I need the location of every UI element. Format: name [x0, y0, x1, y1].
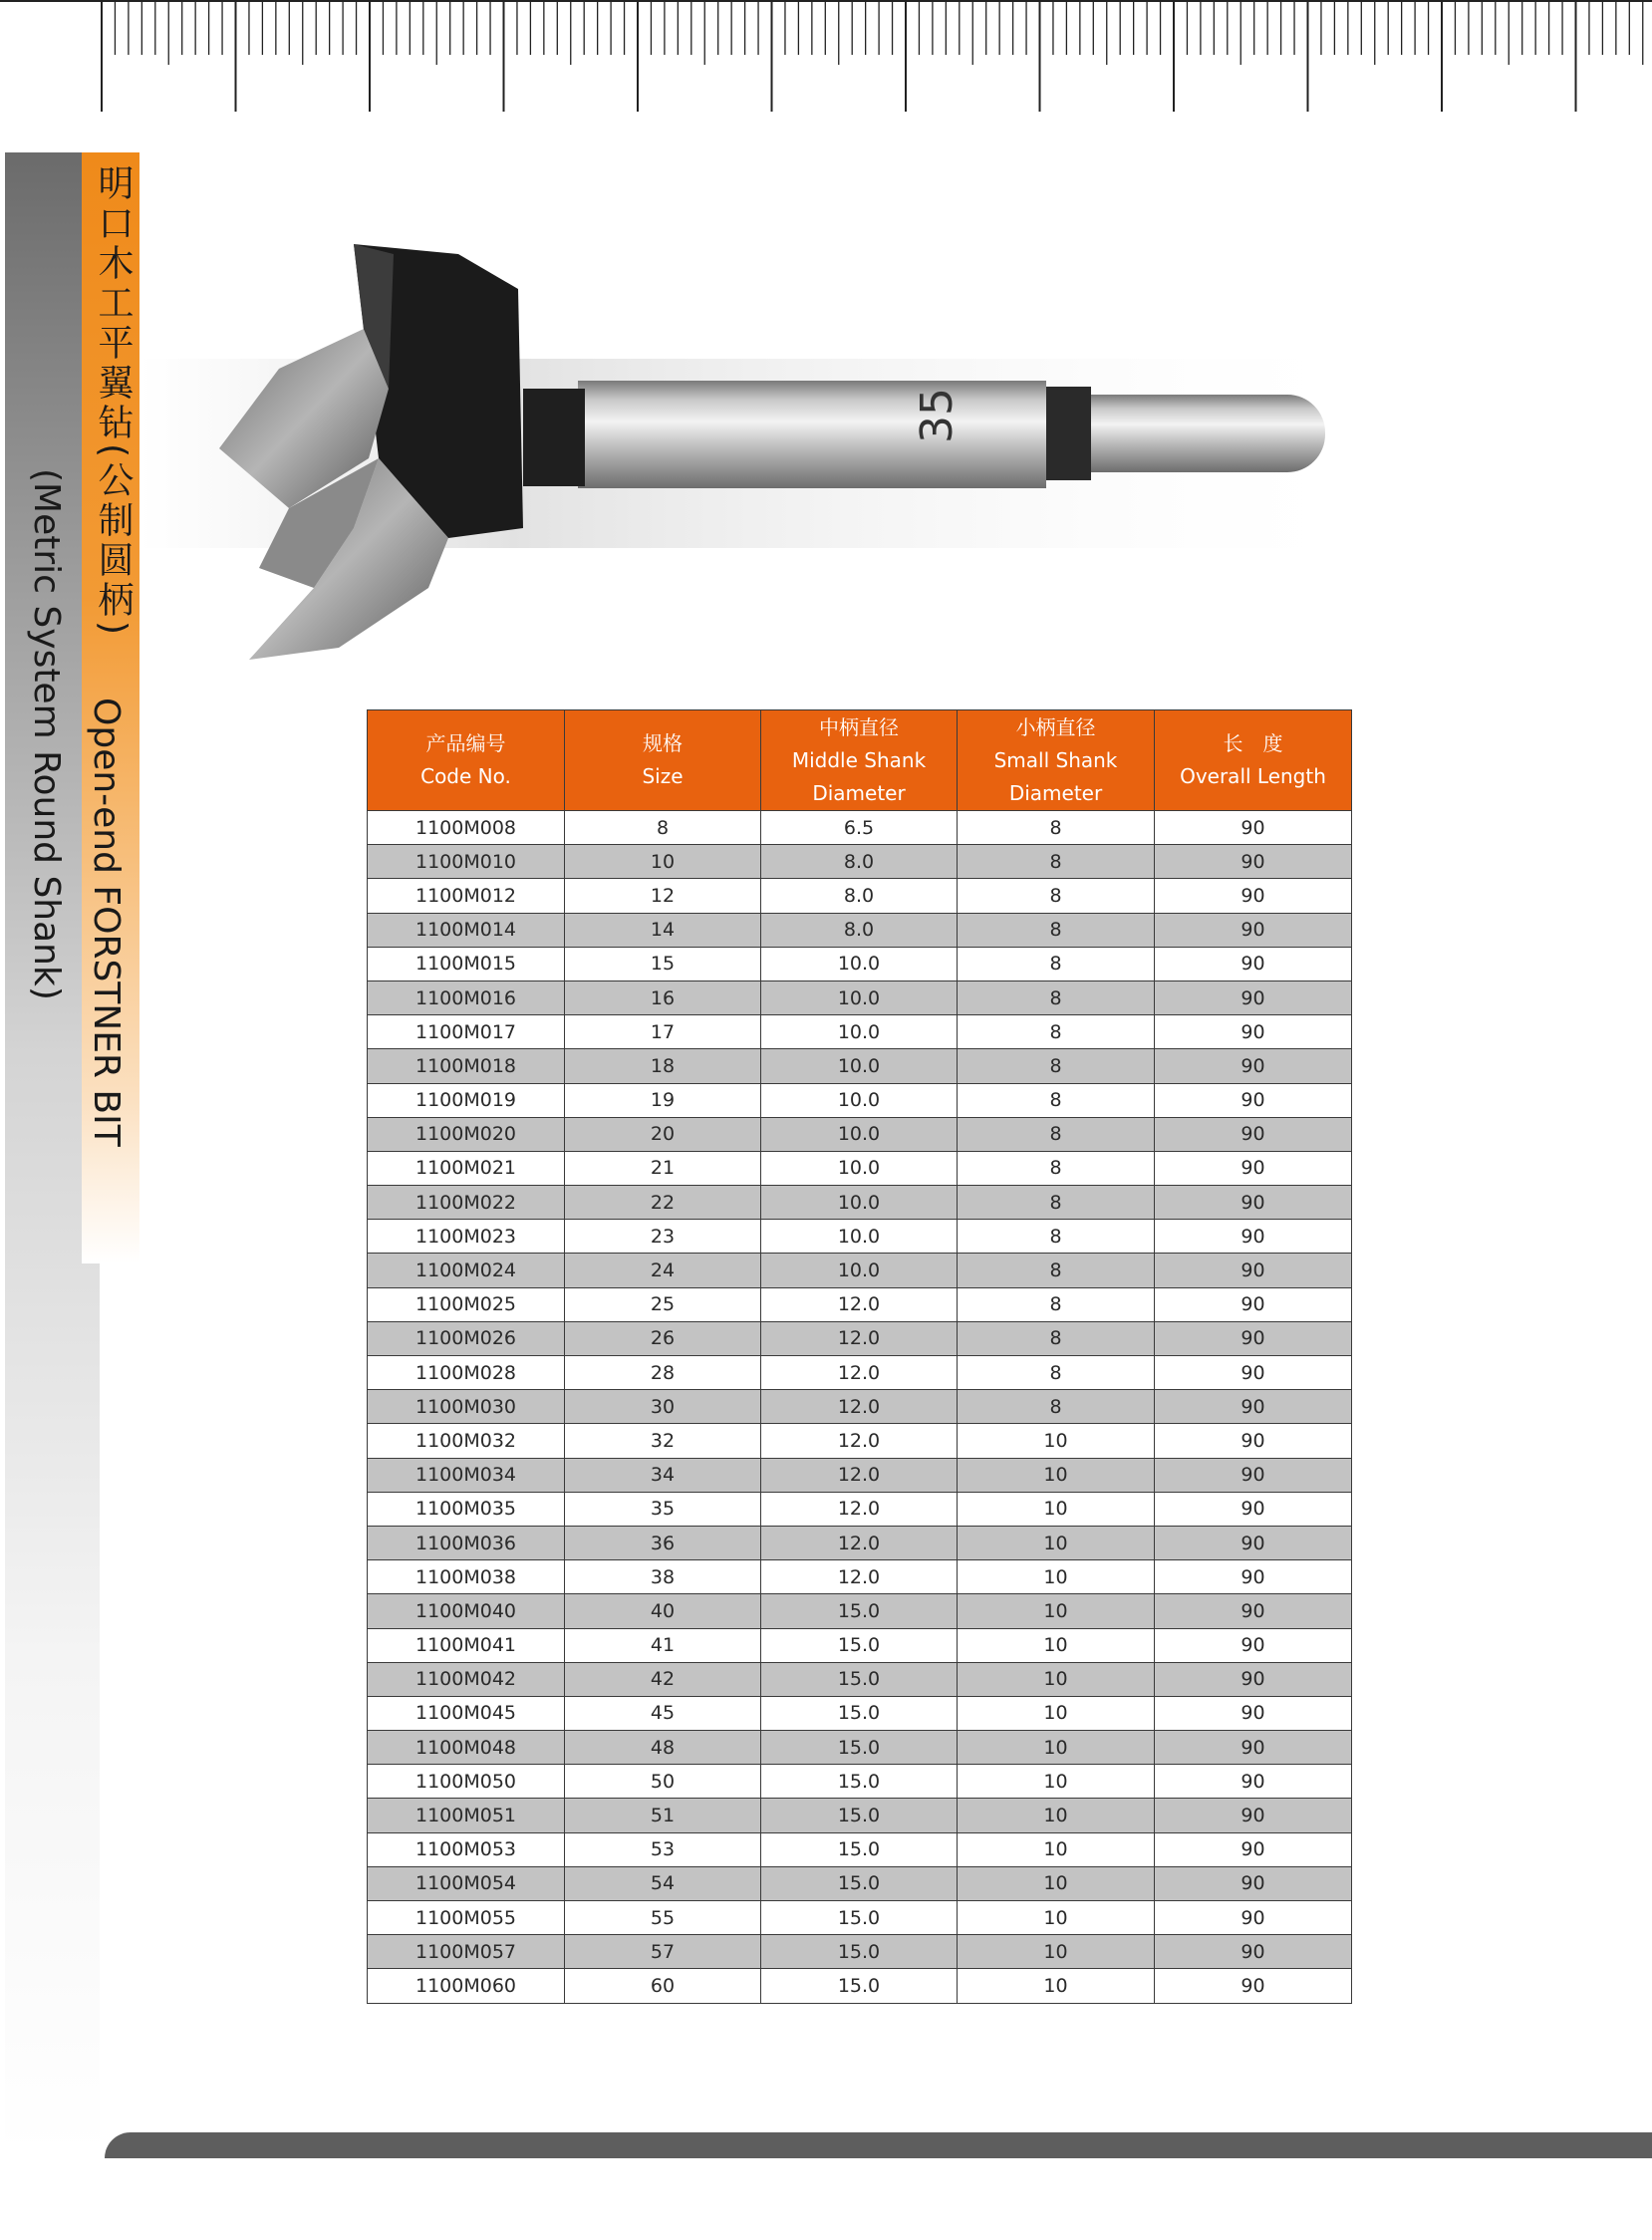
table-row: [368, 1390, 1352, 1424]
table-cell: 90: [1155, 845, 1352, 879]
table-row: [368, 1356, 1352, 1390]
table-cell: 10: [958, 1560, 1155, 1594]
table-row: [368, 1594, 1352, 1628]
table-cell: 10: [958, 1832, 1155, 1866]
table-cell: 1100M017: [368, 1015, 565, 1049]
table-cell: 51: [565, 1799, 761, 1832]
shank-marking: 35: [912, 388, 963, 443]
table-cell: 8: [565, 811, 761, 845]
table-cell: 1100M024: [368, 1254, 565, 1287]
table-cell: 10: [958, 1662, 1155, 1696]
table-cell: 36: [565, 1526, 761, 1559]
table-cell: 8: [958, 879, 1155, 913]
table-cell: 16: [565, 980, 761, 1014]
table-cell: 15.0: [761, 1594, 958, 1628]
table-cell: 38: [565, 1560, 761, 1594]
table-cell: 12.0: [761, 1390, 958, 1424]
table-cell: 25: [565, 1287, 761, 1321]
table-cell: 30: [565, 1390, 761, 1424]
table-cell: 90: [1155, 1390, 1352, 1424]
table-cell: 8.0: [761, 879, 958, 913]
table-row: [368, 1151, 1352, 1185]
table-cell: 10.0: [761, 1151, 958, 1185]
english-title: Open-end FORSTNER BIT: [86, 698, 127, 1147]
table-cell: 15.0: [761, 1765, 958, 1799]
table-cell: 15.0: [761, 1901, 958, 1935]
table-cell: 53: [565, 1832, 761, 1866]
table-row: [368, 1117, 1352, 1151]
table-cell: 90: [1155, 1901, 1352, 1935]
table-cell: 8: [958, 980, 1155, 1014]
table-cell: 26: [565, 1321, 761, 1355]
table-row: [368, 1696, 1352, 1730]
table-cell: 90: [1155, 1526, 1352, 1559]
table-cell: 8: [958, 1254, 1155, 1287]
header-middle-shank: 中柄直径 Middle Shank Diameter: [761, 710, 958, 811]
table-cell: 19: [565, 1083, 761, 1117]
table-cell: 90: [1155, 1015, 1352, 1049]
table-cell: 17: [565, 1015, 761, 1049]
table-cell: 24: [565, 1254, 761, 1287]
table-cell: 1100M015: [368, 947, 565, 980]
table-row: [368, 1799, 1352, 1832]
forstner-bit-image: [139, 209, 1435, 678]
table-cell: 50: [565, 1765, 761, 1799]
table-cell: 54: [565, 1866, 761, 1900]
table-cell: 15.0: [761, 1866, 958, 1900]
table-cell: 10: [565, 845, 761, 879]
table-cell: 55: [565, 1901, 761, 1935]
table-cell: 45: [565, 1696, 761, 1730]
table-cell: 1100M008: [368, 811, 565, 845]
table-cell: 12.0: [761, 1287, 958, 1321]
table-cell: 1100M018: [368, 1049, 565, 1083]
table-row: [368, 1526, 1352, 1559]
table-header-row: [368, 710, 1352, 811]
table-cell: 10: [958, 1731, 1155, 1765]
table-cell: 1100M035: [368, 1492, 565, 1526]
table-cell: 6.5: [761, 811, 958, 845]
table-cell: 90: [1155, 1560, 1352, 1594]
table-cell: 1100M034: [368, 1458, 565, 1492]
table-cell: 10: [958, 1458, 1155, 1492]
table-cell: 10: [958, 1492, 1155, 1526]
table-cell: 90: [1155, 1254, 1352, 1287]
table-cell: 90: [1155, 1969, 1352, 2003]
table-cell: 40: [565, 1594, 761, 1628]
table-cell: 90: [1155, 1049, 1352, 1083]
table-cell: 90: [1155, 1765, 1352, 1799]
table-cell: 15.0: [761, 1628, 958, 1662]
table-cell: 1100M025: [368, 1287, 565, 1321]
table-cell: 10: [958, 1526, 1155, 1559]
table-cell: 90: [1155, 1356, 1352, 1390]
table-cell: 1100M023: [368, 1220, 565, 1254]
header-code: 产品编号 Code No.: [368, 710, 565, 811]
table-cell: 12.0: [761, 1492, 958, 1526]
table-cell: 10.0: [761, 1083, 958, 1117]
table-cell: 90: [1155, 1220, 1352, 1254]
table-cell: 1100M048: [368, 1731, 565, 1765]
table-row: [368, 879, 1352, 913]
table-cell: 1100M057: [368, 1935, 565, 1969]
table-cell: 1100M045: [368, 1696, 565, 1730]
table-row: [368, 1935, 1352, 1969]
table-cell: 1100M030: [368, 1390, 565, 1424]
spec-table: [367, 709, 1352, 2004]
table-cell: 90: [1155, 811, 1352, 845]
table-cell: 12.0: [761, 1458, 958, 1492]
table-row: [368, 1492, 1352, 1526]
table-cell: 1100M020: [368, 1117, 565, 1151]
table-cell: 15.0: [761, 1696, 958, 1730]
table-cell: 1100M055: [368, 1901, 565, 1935]
table-row: [368, 1628, 1352, 1662]
table-cell: 8: [958, 1356, 1155, 1390]
table-cell: 1100M021: [368, 1151, 565, 1185]
table-cell: 1100M028: [368, 1356, 565, 1390]
table-cell: 1100M016: [368, 980, 565, 1014]
table-cell: 90: [1155, 1151, 1352, 1185]
table-row: [368, 1254, 1352, 1287]
table-cell: 90: [1155, 1458, 1352, 1492]
table-cell: 23: [565, 1220, 761, 1254]
header-small-shank: 小柄直径 Small Shank Diameter: [958, 710, 1155, 811]
table-cell: 15.0: [761, 1662, 958, 1696]
table-cell: 10: [958, 1696, 1155, 1730]
table-row: [368, 980, 1352, 1014]
table-row: [368, 1731, 1352, 1765]
english-subtitle: (Metric System Round Shank): [26, 468, 67, 1000]
table-cell: 1100M041: [368, 1628, 565, 1662]
table-cell: 90: [1155, 1117, 1352, 1151]
table-cell: 90: [1155, 1866, 1352, 1900]
table-cell: 14: [565, 913, 761, 947]
table-cell: 8: [958, 1321, 1155, 1355]
table-cell: 90: [1155, 1628, 1352, 1662]
table-cell: 20: [565, 1117, 761, 1151]
table-cell: 48: [565, 1731, 761, 1765]
table-cell: 1100M050: [368, 1765, 565, 1799]
table-cell: 10: [958, 1765, 1155, 1799]
table-cell: 41: [565, 1628, 761, 1662]
table-cell: 1100M060: [368, 1969, 565, 2003]
table-cell: 1100M051: [368, 1799, 565, 1832]
table-cell: 10.0: [761, 1049, 958, 1083]
table-cell: 34: [565, 1458, 761, 1492]
table-cell: 35: [565, 1492, 761, 1526]
chinese-title: 明口木工平翼钻(公制圆柄): [93, 164, 134, 640]
table-row: [368, 1901, 1352, 1935]
table-row: [368, 1969, 1352, 2003]
table-cell: 32: [565, 1424, 761, 1458]
table-row: [368, 1186, 1352, 1220]
table-cell: 60: [565, 1969, 761, 2003]
table-cell: 90: [1155, 1492, 1352, 1526]
table-row: [368, 913, 1352, 947]
table-cell: 90: [1155, 913, 1352, 947]
table-cell: 8: [958, 1186, 1155, 1220]
table-cell: 90: [1155, 1696, 1352, 1730]
table-cell: 10.0: [761, 1220, 958, 1254]
table-cell: 90: [1155, 1832, 1352, 1866]
table-cell: 12: [565, 879, 761, 913]
table-cell: 1100M054: [368, 1866, 565, 1900]
table-cell: 10.0: [761, 1254, 958, 1287]
table-cell: 1100M014: [368, 913, 565, 947]
table-cell: 1100M036: [368, 1526, 565, 1559]
table-cell: 15.0: [761, 1832, 958, 1866]
table-cell: 42: [565, 1662, 761, 1696]
table-cell: 8: [958, 1015, 1155, 1049]
table-row: [368, 1015, 1352, 1049]
table-cell: 8: [958, 811, 1155, 845]
table-cell: 10: [958, 1628, 1155, 1662]
table-cell: 12.0: [761, 1526, 958, 1559]
table-cell: 8: [958, 1287, 1155, 1321]
table-row: [368, 1287, 1352, 1321]
table-cell: 90: [1155, 947, 1352, 980]
table-row: [368, 1832, 1352, 1866]
table-cell: 15.0: [761, 1731, 958, 1765]
table-row: [368, 1458, 1352, 1492]
table-cell: 8: [958, 1117, 1155, 1151]
table-cell: 10.0: [761, 1015, 958, 1049]
table-row: [368, 811, 1352, 845]
table-cell: 8: [958, 1220, 1155, 1254]
table-cell: 90: [1155, 1799, 1352, 1832]
table-cell: 15.0: [761, 1935, 958, 1969]
table-cell: 15.0: [761, 1969, 958, 2003]
table-row: [368, 1866, 1352, 1900]
table-cell: 90: [1155, 1321, 1352, 1355]
table-cell: 18: [565, 1049, 761, 1083]
table-cell: 21: [565, 1151, 761, 1185]
header-size: 规格 Size: [565, 710, 761, 811]
table-cell: 10: [958, 1799, 1155, 1832]
table-cell: 90: [1155, 1935, 1352, 1969]
table-cell: 10: [958, 1866, 1155, 1900]
table-cell: 12.0: [761, 1560, 958, 1594]
table-row: [368, 845, 1352, 879]
table-cell: 15: [565, 947, 761, 980]
table-cell: 10.0: [761, 1186, 958, 1220]
table-cell: 90: [1155, 1186, 1352, 1220]
table-cell: 1100M040: [368, 1594, 565, 1628]
table-cell: 8: [958, 1390, 1155, 1424]
table-cell: 8: [958, 1049, 1155, 1083]
table-cell: 10: [958, 1901, 1155, 1935]
top-ruler: [0, 0, 1652, 120]
table-cell: 22: [565, 1186, 761, 1220]
table-cell: 10.0: [761, 947, 958, 980]
table-row: [368, 1321, 1352, 1355]
bottom-bar: [105, 2132, 1652, 2158]
table-cell: 8: [958, 913, 1155, 947]
table-cell: 90: [1155, 1731, 1352, 1765]
table-cell: 12.0: [761, 1321, 958, 1355]
table-cell: 10: [958, 1935, 1155, 1969]
table-cell: 1100M022: [368, 1186, 565, 1220]
table-cell: 90: [1155, 1424, 1352, 1458]
table-cell: 90: [1155, 1083, 1352, 1117]
table-cell: 12.0: [761, 1356, 958, 1390]
table-cell: 1100M026: [368, 1321, 565, 1355]
table-row: [368, 1765, 1352, 1799]
table-row: [368, 1424, 1352, 1458]
table-row: [368, 1560, 1352, 1594]
table-cell: 10.0: [761, 980, 958, 1014]
table-cell: 90: [1155, 879, 1352, 913]
table-cell: 10: [958, 1969, 1155, 2003]
table-cell: 10: [958, 1424, 1155, 1458]
table-cell: 90: [1155, 1594, 1352, 1628]
table-cell: 28: [565, 1356, 761, 1390]
table-cell: 1100M053: [368, 1832, 565, 1866]
table-cell: 8: [958, 1083, 1155, 1117]
table-row: [368, 947, 1352, 980]
table-cell: 1100M042: [368, 1662, 565, 1696]
table-row: [368, 1662, 1352, 1696]
table-cell: 8: [958, 947, 1155, 980]
table-cell: 90: [1155, 1662, 1352, 1696]
table-row: [368, 1083, 1352, 1117]
table-cell: 57: [565, 1935, 761, 1969]
table-cell: 1100M038: [368, 1560, 565, 1594]
table-cell: 10: [958, 1594, 1155, 1628]
table-cell: 8.0: [761, 845, 958, 879]
table-cell: 10.0: [761, 1117, 958, 1151]
table-cell: 8: [958, 1151, 1155, 1185]
table-row: [368, 1220, 1352, 1254]
table-row: [368, 1049, 1352, 1083]
table-cell: 8.0: [761, 913, 958, 947]
table-cell: 1100M010: [368, 845, 565, 879]
table-cell: 8: [958, 845, 1155, 879]
table-cell: 90: [1155, 1287, 1352, 1321]
table-cell: 1100M019: [368, 1083, 565, 1117]
table-cell: 90: [1155, 980, 1352, 1014]
table-cell: 1100M032: [368, 1424, 565, 1458]
table-cell: 15.0: [761, 1799, 958, 1832]
header-length: 长 度 Overall Length: [1155, 710, 1352, 811]
table-cell: 1100M012: [368, 879, 565, 913]
table-cell: 12.0: [761, 1424, 958, 1458]
